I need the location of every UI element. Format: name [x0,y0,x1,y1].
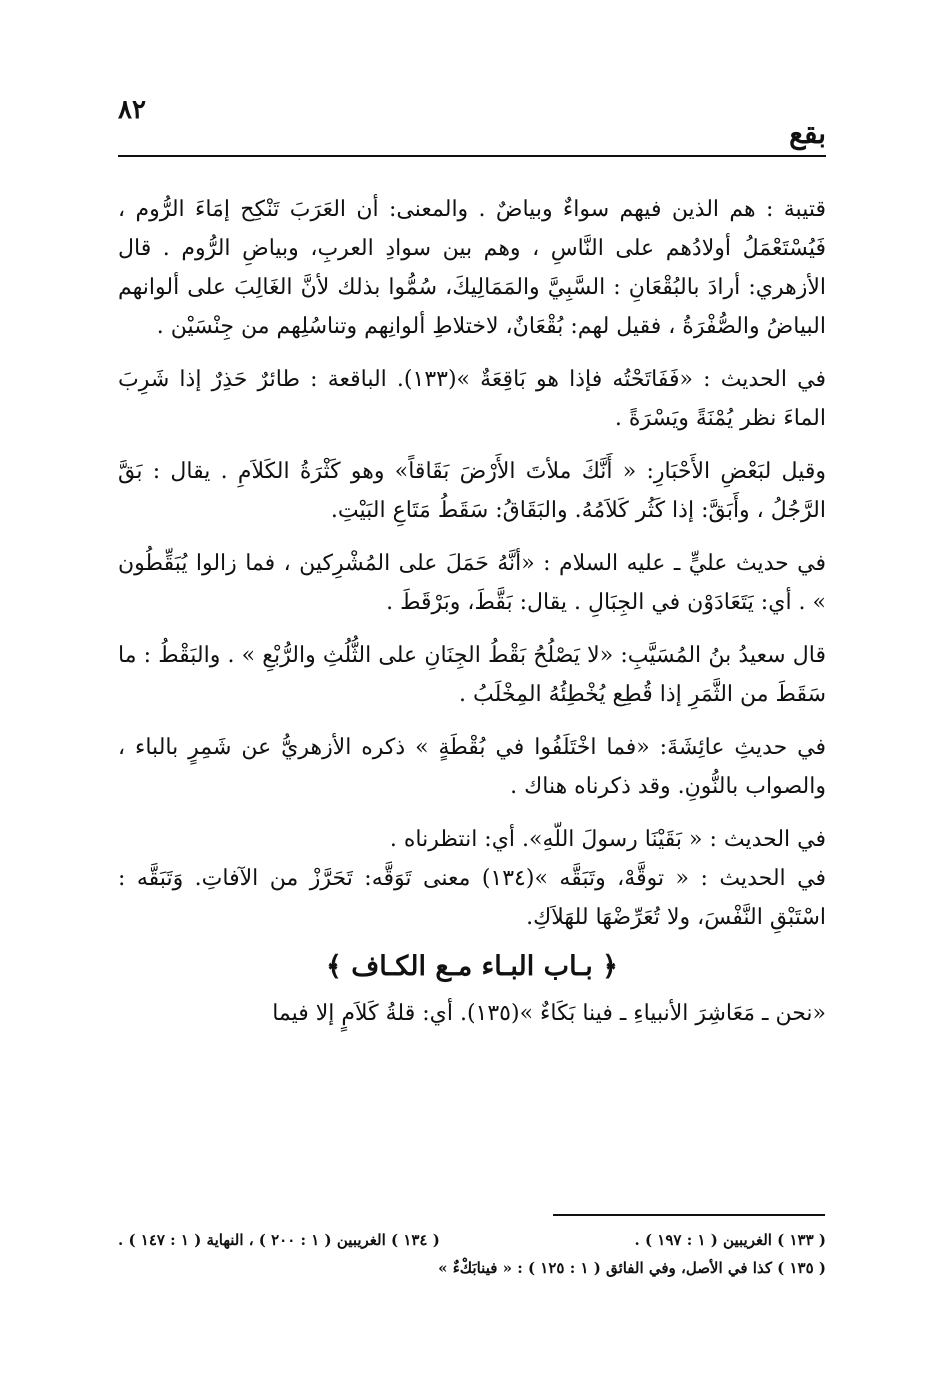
footnote-rule [553,1214,825,1216]
paragraph: في الحديث : «فَفَاتَحْتُه فإذا هو بَاقِعَةٌ »(١٣٣). الباقعة : طائرٌ حَذِرٌ إذا شَرِبَ الماءَ نظر يُمْنَةً ويَسْرَةً . [118,367,826,431]
paragraph: في الحديث : « بَقَيْنَا رسولَ اللّهِ». أي: انتظرناه . [389,827,826,852]
last-paragraph: «نحن ـ مَعَاشِرَ الأنبياءِ ـ فينا بَكَاءٌ »(١٣٥). أي: قلةُ كَلاَمٍ إلا فيما [272,1001,826,1026]
page-number: ٨٢ [118,95,146,125]
footnote-134: ( ١٣٤ ) الغريبين ( ١ : ٢٠٠ ) ، النهاية ( ١ : ١٤٧ ) . [118,1231,440,1249]
chapter-heading: ﴿ بـاب البـاء مـع الكـاف ﴾ [326,951,618,982]
footnote-135: ( ١٣٥ ) كذا في الأصل، وفي الفائق ( ١ : ١٢٥ ) : « فينابَكْءٌ » [438,1259,826,1277]
paragraph: قتيبة : هم الذين فيهم سواءٌ وبياضٌ . والمعنى: أن العَرَبَ تَنْكِح إمَاءَ الرُّوم ، فَيُسْتَعْمَلُ أولادُهم على النَّاسِ ، وهم بين سوادِ العربِ، وبياضِ الرُّوم . قال الأزهري: أرادَ بالبُقْعَانِ : السَّبِيَّ والمَمَالِيكَ، سُمُّوا بذلك لأنَّ الغَالِبَ على ألوانهم البياضُ والصُّفْرَةُ ، فقيل لهم: بُقْعَانٌ، لاختلاطِ ألوانِهم وتناسُلِهم من جِنْسَيْن . [118,197,826,339]
footnote-133: ( ١٣٣ ) الغريبين ( ١ : ١٩٧ ) . [634,1231,826,1249]
paragraph: قال سعيدُ بنُ المُسَيَّبِ: «لا يَصْلُحُ بَقْطُ الجِنَانِ على الثُّلُثِ والرُّبْعِ » . والبَقْطُ : ما سَقَطَ من الثَّمَرِ إذا قُطِع يُخْطِئُهُ المِخْلَبُ . [118,643,826,707]
page-header [118,95,826,155]
header-rule [118,155,826,157]
paragraph: في حديث عليٍّ ـ عليه السلام : «أنَّهُ حَمَلَ على المُشْرِكين ، فما زالوا يُبَقِّطُون » . أي: يَتَعَادَوْن في الجِبَالِ . يقال: بَقَّطَ، وبَرْقَطَ . [118,551,826,615]
entry-word-heading: بقع [789,117,826,150]
page-body [118,190,826,1047]
footnotes [118,1226,826,1282]
footnote-row [118,1226,826,1254]
paragraph: في حديثِ عائِشَةَ: «فما اخْتَلَفُوا في بُقْطَةٍ » ذكره الأزهريُّ عن شَمِرٍ بالباء ، والصواب بالنُّونِ. وقد ذكرناه هناك . [118,735,826,799]
paragraph: في الحديث : « توقَّهْ، وتَبَقَّه »(١٣٤) معنى تَوَقَّه: تَحَرَّزْ من الآفاتِ. وَتَبَقَّه : اسْتَبْقِ النَّفْسَ، ولا تُعَرِّضْهَا للهَلاَكِ. [118,866,826,930]
paragraph: وقيل لبَعْضِ الأَحْبَارِ: « أَنَّكَ ملأتَ الأَرْضَ بَقَاقاً» وهو كَثْرَةُ الكَلاَمِ . يقال : بَقَّ الرَّجُلُ ، وأَبَقَّ: إذا كَثُر كَلاَمُهُ. والبَقَاقُ: سَقَطُ مَتَاعِ البَيْتِ. [118,459,826,523]
